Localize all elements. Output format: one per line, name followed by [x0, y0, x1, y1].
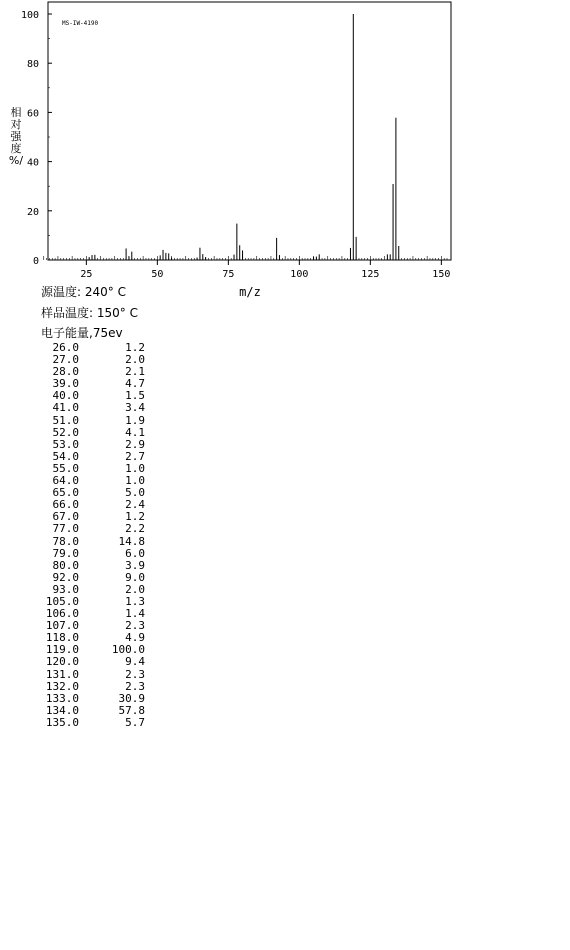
peak-mz: 64.0 [52, 474, 79, 488]
peak-mz: 77.0 [52, 522, 79, 536]
y-axis-ticks [21, 10, 52, 267]
electron-energy: 电子能量,75ev [41, 326, 123, 340]
peak-mz: 78.0 [52, 534, 79, 548]
peak-abundance: 4.9 [125, 631, 145, 645]
peak-abundance: 100.0 [111, 643, 145, 657]
y-tick-label: 40 [26, 157, 39, 169]
peak-row [40, 427, 145, 439]
peak-abundance: 4.7 [125, 377, 145, 391]
peak-abundance: 2.7 [125, 449, 145, 463]
peak-abundance: 1.9 [125, 413, 145, 427]
peak-abundance: 2.9 [125, 437, 145, 451]
peak-abundance: 1.0 [125, 461, 145, 475]
peak-mz: 93.0 [52, 582, 79, 596]
peak-abundance: 4.1 [125, 425, 145, 439]
peak-mz: 28.0 [52, 365, 79, 379]
peak-mz: 55.0 [52, 461, 79, 475]
peak-mz: 53.0 [52, 437, 79, 451]
peak-abundance: 2.0 [125, 353, 145, 367]
peak-mz: 40.0 [52, 389, 79, 403]
peak-mz: 79.0 [52, 546, 79, 560]
peak-abundance: 5.7 [125, 715, 145, 729]
peak-abundance: 2.3 [125, 679, 145, 693]
peak-mz: 134.0 [45, 703, 79, 717]
plot-frame [48, 2, 451, 260]
y-tick-label: 60 [26, 108, 39, 120]
peak-abundance: 2.0 [125, 582, 145, 596]
peak-row [40, 560, 145, 572]
x-tick-label: 150 [432, 269, 451, 280]
peak-row [40, 548, 145, 560]
peak-row [40, 669, 145, 681]
peak-abundance: 3.4 [125, 401, 145, 415]
peak-abundance: 14.8 [118, 534, 145, 548]
peak-abundance: 3.9 [125, 558, 145, 572]
x-axis-ticks [80, 260, 450, 280]
y-axis-label-char: 对 [10, 118, 22, 131]
peak-mz: 105.0 [45, 594, 79, 608]
peak-mz: 135.0 [45, 715, 79, 729]
peak-abundance: 1.4 [125, 607, 145, 621]
y-axis-label-char: 相 [10, 106, 22, 119]
peak-mz: 107.0 [45, 619, 79, 633]
peak-mz: 52.0 [52, 425, 79, 439]
peak-abundance: 1.2 [125, 341, 145, 354]
peak-mz: 66.0 [52, 498, 79, 512]
minor-ticks [44, 256, 447, 260]
peak-abundance: 2.3 [125, 619, 145, 633]
chart-title: MS-IW-4190 [62, 20, 99, 27]
peak-mz: 41.0 [52, 401, 79, 415]
peak-mz: 132.0 [45, 679, 79, 693]
peak-mz: 133.0 [45, 691, 79, 705]
peak-mz: 92.0 [52, 570, 79, 584]
peak-mz: 120.0 [45, 655, 79, 669]
peak-abundance: 57.8 [118, 703, 145, 717]
peak-row [40, 402, 145, 414]
y-axis-label [9, 105, 23, 167]
y-axis-label-char: 强 [10, 130, 22, 143]
peak-mz: 118.0 [45, 631, 79, 645]
y-axis-label-char: 度 [10, 142, 22, 155]
y-tick-label: 0 [32, 256, 39, 267]
peak-mz: 119.0 [45, 643, 79, 657]
peak-mz: 39.0 [52, 377, 79, 391]
x-axis-label: m/z [239, 285, 261, 299]
source-temperature: 源温度: 240° C [41, 285, 126, 299]
y-tick-label: 20 [26, 206, 39, 218]
mass-spectrum-chart [0, 0, 570, 305]
peak-abundance: 6.0 [125, 546, 145, 560]
peak-abundance: 1.3 [125, 594, 145, 608]
peak-row [40, 693, 145, 705]
peak-mz: 54.0 [52, 449, 79, 463]
peak-abundance: 9.0 [125, 570, 145, 584]
peak-row [40, 681, 145, 693]
x-tick-label: 125 [361, 269, 380, 280]
peak-mz: 51.0 [52, 413, 79, 427]
peak-abundance: 2.3 [125, 667, 145, 681]
peak-abundance: 5.0 [125, 486, 145, 500]
peak-mz: 26.0 [52, 341, 79, 354]
x-tick-label: 100 [290, 269, 309, 280]
spectrum-bars [89, 14, 399, 260]
peak-abundance: 2.2 [125, 522, 145, 536]
x-tick-label: 50 [151, 269, 164, 280]
peak-abundance: 1.0 [125, 474, 145, 488]
peak-abundance: 30.9 [118, 691, 145, 705]
peak-abundance: 1.2 [125, 510, 145, 524]
peak-table [40, 342, 145, 729]
peak-abundance: 9.4 [125, 655, 145, 669]
peak-row [40, 536, 145, 548]
peak-row [40, 656, 145, 668]
x-tick-label: 75 [222, 269, 235, 280]
x-tick-label: 25 [80, 269, 93, 280]
peak-row [40, 415, 145, 427]
peak-mz: 27.0 [52, 353, 79, 367]
peak-mz: 106.0 [45, 607, 79, 621]
peak-row [40, 523, 145, 535]
y-tick-label: 80 [26, 59, 39, 71]
peak-mz: 131.0 [45, 667, 79, 681]
y-tick-label: 100 [20, 10, 39, 21]
sample-temperature: 样品温度: 150° C [41, 306, 138, 320]
peak-mz: 80.0 [52, 558, 79, 572]
peak-abundance: 2.4 [125, 498, 145, 512]
peak-abundance: 2.1 [125, 365, 145, 379]
peak-abundance: 1.5 [125, 389, 145, 403]
y-axis-label-char: %/ [8, 154, 24, 167]
peak-mz: 67.0 [52, 510, 79, 524]
peak-row [40, 717, 145, 729]
peak-mz: 65.0 [52, 486, 79, 500]
